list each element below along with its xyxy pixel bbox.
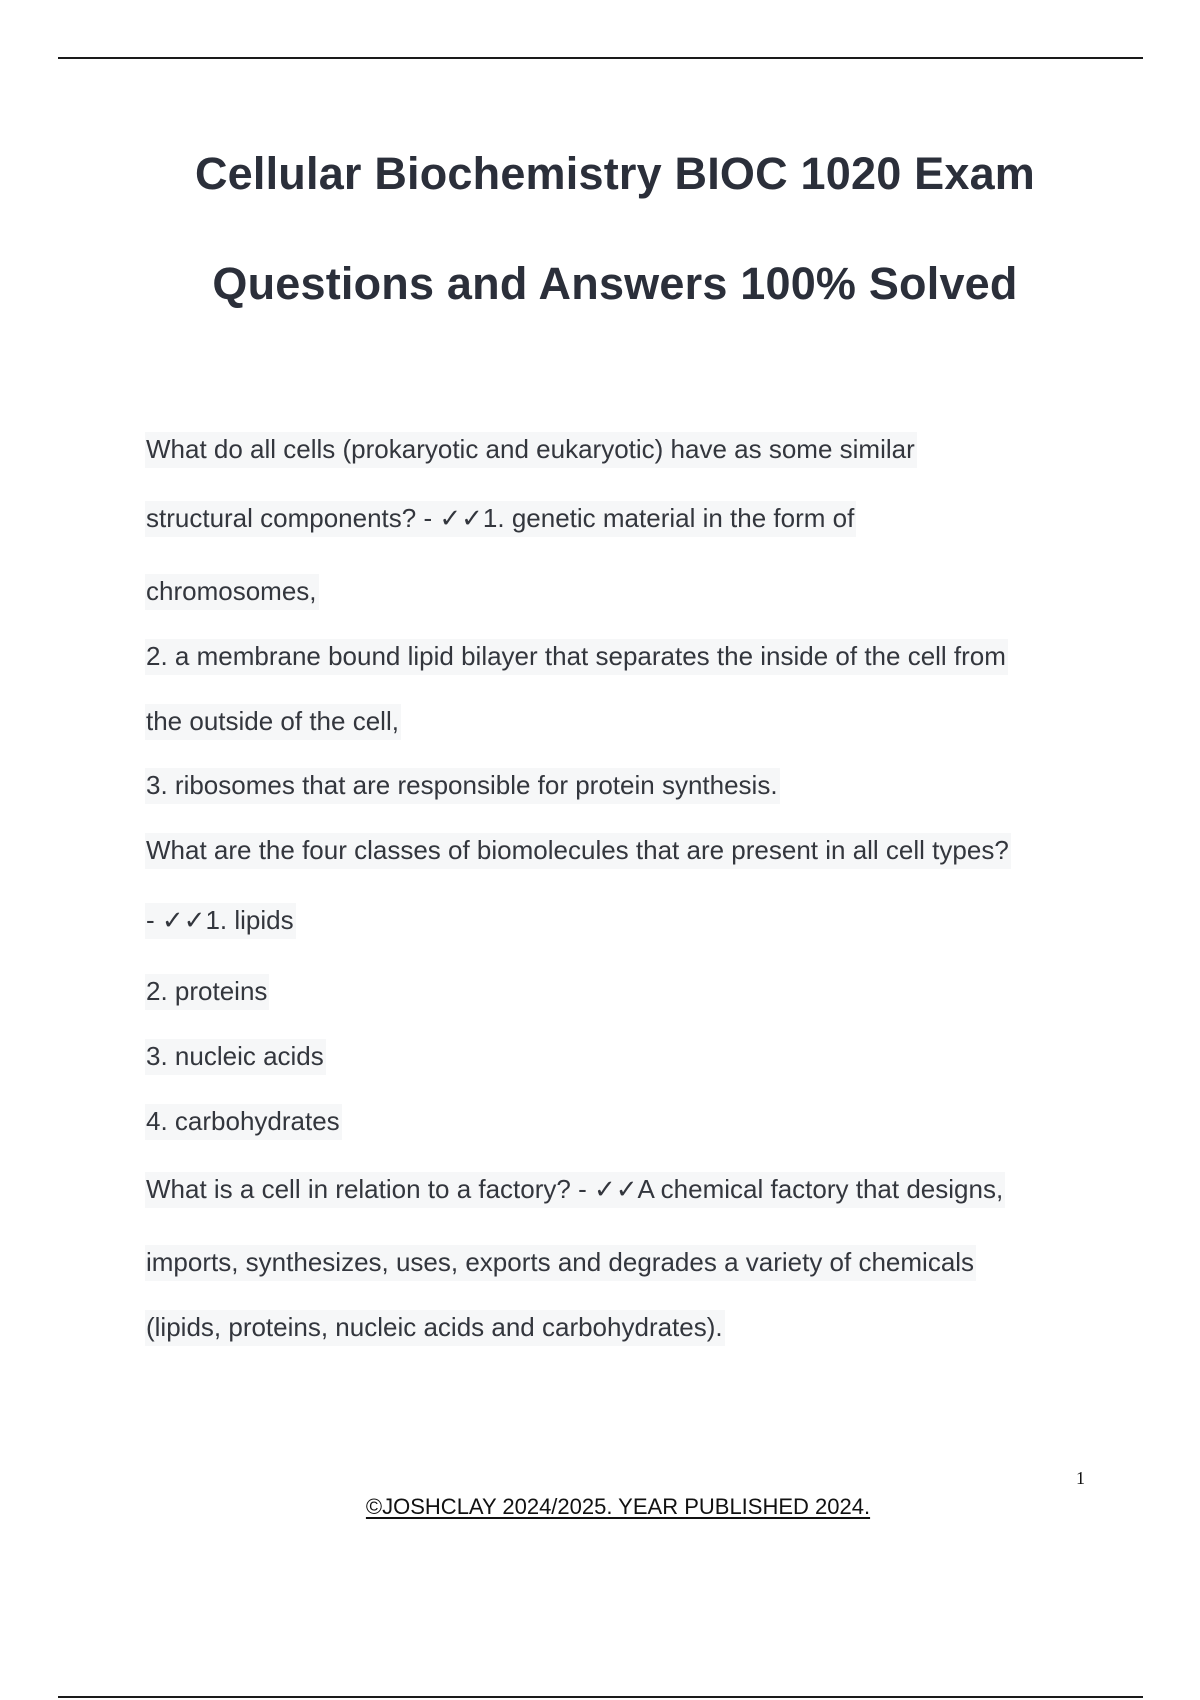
body-line-text: 2. proteins: [145, 974, 269, 1010]
body-line-text: chromosomes,: [145, 574, 319, 610]
body-line: [145, 574, 319, 608]
page-number: 1: [1076, 1468, 1085, 1488]
body-line-text: 3. nucleic acids: [145, 1039, 326, 1075]
body-line-text: (lipids, proteins, nucleic acids and carbohydrates).: [145, 1310, 725, 1346]
body-line: [145, 1104, 342, 1138]
document-title-line-2: Questions and Answers 100% Solved: [212, 258, 1018, 309]
body-line-text: What do all cells (prokaryotic and eukaryotic) have as some similar: [145, 432, 917, 468]
body-line: [145, 1245, 976, 1279]
body-line-text: 3. ribosomes that are responsible for protein synthesis.: [145, 768, 780, 804]
body-line-text: the outside of the cell,: [145, 704, 401, 740]
body-line: [145, 768, 780, 802]
body-line-text: 2. a membrane bound lipid bilayer that separates the inside of the cell from: [145, 639, 1008, 675]
body-line: [145, 704, 401, 738]
body-line-text: structural components? - ✓✓1. genetic material in the form of: [145, 501, 856, 537]
document-title-line-1: Cellular Biochemistry BIOC 1020 Exam: [194, 148, 1036, 199]
footer-copyright-text: ©JOSHCLAY 2024/2025. YEAR PUBLISHED 2024.: [365, 1494, 871, 1519]
body-line: [145, 432, 917, 466]
body-line-text: What are the four classes of biomolecules that are present in all cell types?: [145, 833, 1011, 869]
bottom-rule: [58, 1696, 1143, 1698]
top-rule: [58, 57, 1143, 59]
footer-copyright: [0, 1494, 1200, 1520]
body-line: [145, 903, 296, 937]
body-line-text: - ✓✓1. lipids: [145, 903, 296, 939]
body-line-text: 4. carbohydrates: [145, 1104, 342, 1140]
body-line: [145, 1039, 326, 1073]
body-line-text: What is a cell in relation to a factory? - ✓✓A chemical factory that designs,: [145, 1172, 1005, 1208]
body-line: [145, 639, 1008, 673]
body-line-text: imports, synthesizes, uses, exports and degrades a variety of chemicals: [145, 1245, 976, 1281]
body-line: [145, 1310, 725, 1344]
body-line: [145, 833, 1011, 867]
body-line: [145, 974, 269, 1008]
body-line: [145, 501, 856, 535]
body-line: [145, 1172, 1005, 1206]
